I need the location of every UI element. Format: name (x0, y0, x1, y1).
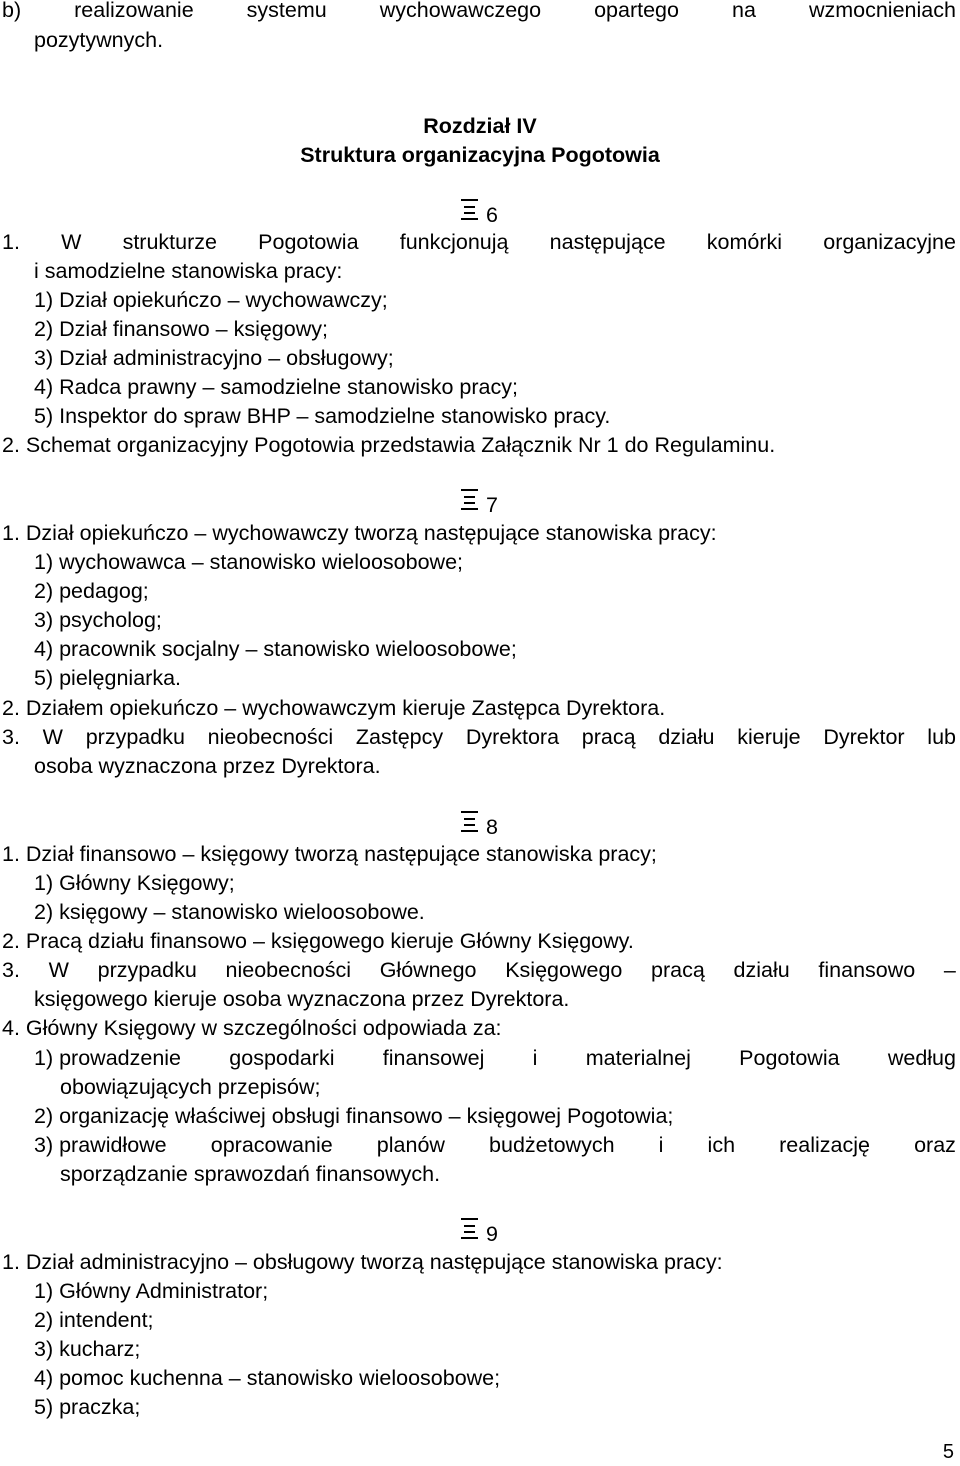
word: kieruje (737, 725, 801, 749)
word: Zastępcy (355, 725, 444, 749)
word: Głównego (379, 958, 477, 982)
s7-paragraph-3-cont: osoba wyznaczona przez Dyrektora. (34, 754, 381, 778)
word: na (732, 0, 756, 22)
list-item: 1) Dział opiekuńczo – wychowawczy; (34, 288, 388, 312)
section-number: 8 (486, 815, 498, 839)
word: nieobecności (207, 725, 334, 749)
chapter-subtitle: Struktura organizacyjna Pogotowia (300, 143, 660, 167)
section-sign-icon (461, 199, 478, 220)
word: lub (927, 725, 956, 749)
word: Dyrektor (823, 725, 905, 749)
word: 1. (2, 230, 20, 254)
list-item: 4) pracownik socjalny – stanowisko wieloosobowe; (34, 637, 517, 661)
section-sign-icon (461, 811, 478, 832)
word: przypadku (85, 725, 185, 749)
word: gospodarki (229, 1046, 335, 1070)
list-item: 5) Inspektor do spraw BHP – samodzielne stanowisko pracy. (34, 404, 611, 428)
word: pracą (581, 725, 636, 749)
list-item: 4) pomoc kuchenna – stanowisko wieloosobowe; (34, 1366, 501, 1390)
list-item: 3) kucharz; (34, 1337, 141, 1361)
section-number: 9 (486, 1222, 498, 1246)
word: wzmocnieniach (808, 0, 956, 22)
word: organizacyjne (823, 230, 956, 254)
list-item: 5) praczka; (34, 1395, 141, 1419)
word: Pogotowia (739, 1046, 840, 1070)
list-item: 4) Radca prawny – samodzielne stanowisko pracy; (34, 375, 518, 399)
word: 1) prowadzenie (34, 1046, 182, 1070)
word: Księgowego (505, 958, 623, 982)
word: realizowanie (74, 0, 194, 22)
word: ich (707, 1133, 736, 1157)
list-item: 2) księgowy – stanowisko wieloosobowe. (34, 900, 425, 924)
word: komórki (706, 230, 783, 254)
s6-paragraph-1 (2, 228, 956, 257)
word: Pogotowia (258, 230, 359, 254)
word: 3. (2, 725, 20, 749)
section-number: 7 (486, 493, 498, 517)
word: przypadku (97, 958, 197, 982)
word: według (887, 1046, 956, 1070)
s8-item-3-cont: sporządzanie sprawozdań finansowych. (60, 1162, 441, 1186)
s8-item-1-cont: obowiązujących przepisów; (60, 1075, 321, 1099)
section-number: 6 (486, 203, 498, 227)
s6-paragraph-1-cont: i samodzielne stanowiska pracy: (34, 259, 343, 283)
word: i (658, 1133, 664, 1157)
word: 3. (2, 958, 20, 982)
section-sign-icon (461, 1218, 478, 1239)
s8-paragraph-1: 1. Dział finansowo – księgowy tworzą następujące stanowiska pracy; (2, 842, 657, 866)
s8-item-1 (34, 1044, 956, 1073)
page-number: 5 (942, 1441, 954, 1463)
word: wychowawczego (379, 0, 542, 22)
list-item: 2) Dział finansowo – księgowy; (34, 317, 328, 341)
item-b-line (2, 0, 956, 25)
word: funkcjonują (399, 230, 509, 254)
s8-paragraph-3-cont: księgowego kieruje osoba wyznaczona przez Dyrektora. (34, 987, 570, 1011)
section-heading-7 (461, 489, 498, 520)
list-item: 5) pielęgniarka. (34, 666, 182, 690)
s8-paragraph-4: 4. Główny Księgowy w szczególności odpowiada za: (2, 1016, 502, 1040)
word: W (61, 230, 82, 254)
section-heading-8 (461, 811, 498, 842)
list-item: 1) Główny Administrator; (34, 1279, 269, 1303)
word: materialnej (585, 1046, 691, 1070)
s6-paragraph-2: 2. Schemat organizacyjny Pogotowia przedstawia Załącznik Nr 1 do Regulaminu. (2, 433, 776, 457)
s7-paragraph-1: 1. Dział opiekuńczo – wychowawczy tworzą następujące stanowiska pracy: (2, 521, 717, 545)
word: Dyrektora (465, 725, 560, 749)
word: i (532, 1046, 538, 1070)
word: finansowo (818, 958, 916, 982)
item-b-continuation: pozytywnych. (34, 28, 164, 52)
word: opartego (594, 0, 679, 22)
word: działu (733, 958, 790, 982)
word: 3) prawidłowe (34, 1133, 167, 1157)
s8-paragraph-3 (2, 956, 956, 985)
section-heading-9 (461, 1218, 498, 1249)
s8-paragraph-2: 2. Pracą działu finansowo – księgowego kieruje Główny Księgowy. (2, 929, 634, 953)
word: strukturze (122, 230, 217, 254)
word: – (943, 958, 956, 982)
s7-paragraph-2: 2. Działem opiekuńczo – wychowawczym kieruje Zastępca Dyrektora. (2, 696, 666, 720)
word: realizację (779, 1133, 870, 1157)
word: systemu (246, 0, 327, 22)
list-item: 2) pedagog; (34, 579, 149, 603)
word: b) (2, 0, 22, 22)
s8-item-2: 2) organizację właściwej obsługi finansowo – księgowej Pogotowia; (34, 1104, 674, 1128)
word: oraz (914, 1133, 956, 1157)
chapter-title: Rozdział IV (423, 114, 537, 138)
list-item: 3) psycholog; (34, 608, 162, 632)
word: W (42, 725, 63, 749)
word: działu (658, 725, 715, 749)
word: pracą (651, 958, 705, 982)
section-sign-icon (461, 489, 478, 510)
s8-item-3 (34, 1131, 956, 1160)
word: nieobecności (225, 958, 352, 982)
word: W (48, 958, 69, 982)
list-item: 1) Główny Księgowy; (34, 871, 235, 895)
word: finansowej (382, 1046, 485, 1070)
word: budżetowych (489, 1133, 615, 1157)
s7-paragraph-3 (2, 723, 956, 752)
word: opracowanie (210, 1133, 333, 1157)
s9-paragraph-1: 1. Dział administracyjno – obsługowy tworzą następujące stanowiska pracy: (2, 1250, 723, 1274)
list-item: 3) Dział administracyjno – obsługowy; (34, 346, 394, 370)
word: następujące (549, 230, 666, 254)
word: planów (376, 1133, 445, 1157)
list-item: 1) wychowawca – stanowisko wieloosobowe; (34, 550, 464, 574)
section-heading-6 (461, 199, 498, 230)
list-item: 2) intendent; (34, 1308, 154, 1332)
